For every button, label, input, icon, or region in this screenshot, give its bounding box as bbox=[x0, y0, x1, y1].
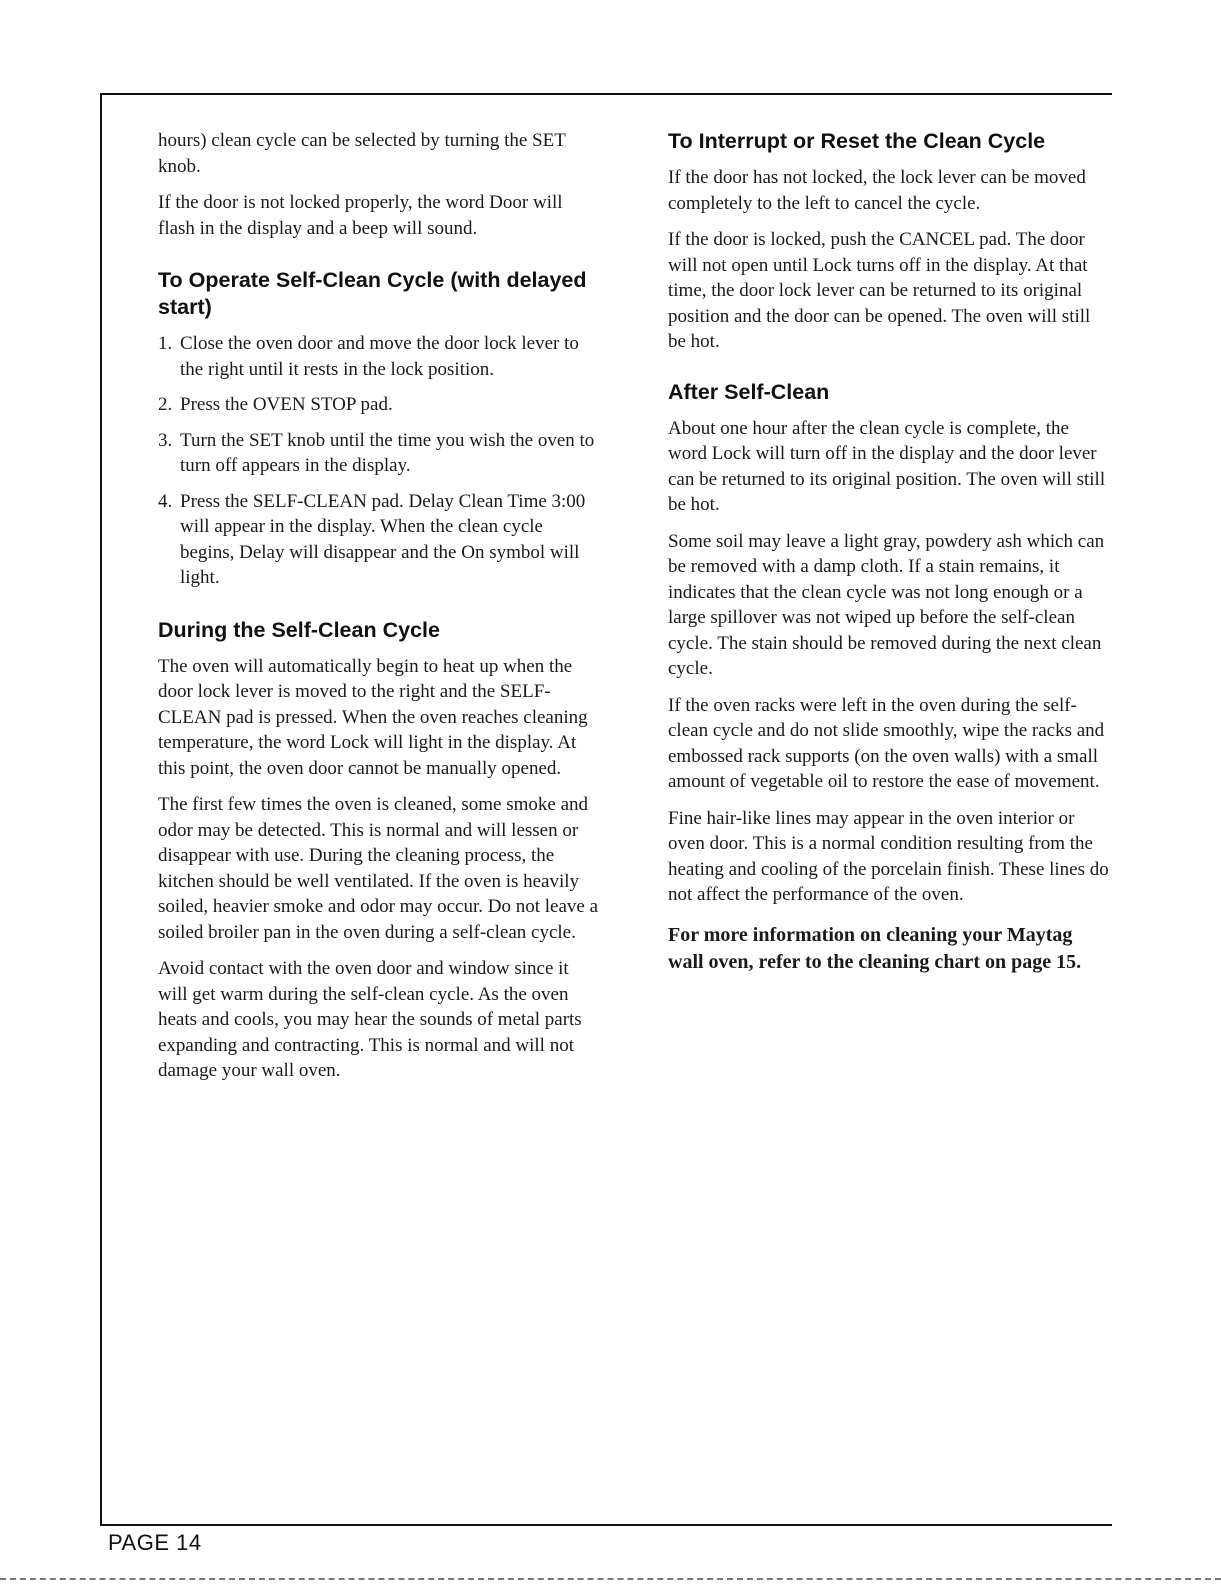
bottom-rule bbox=[100, 1524, 1112, 1526]
section-heading-delayed-start: To Operate Self-Clean Cycle (with delayed start) bbox=[158, 268, 587, 319]
intro-paragraph-2: If the door is not locked properly, the word Door will flash in the display and a beep will sound. bbox=[158, 192, 563, 239]
step-number: 2. bbox=[158, 394, 173, 415]
delayed-start-steps bbox=[158, 331, 602, 591]
step-number: 4. bbox=[158, 490, 173, 512]
step-text: Turn the SET knob until the time you wish the oven to turn off appears in the display. bbox=[180, 429, 595, 476]
interrupt-paragraph-2: If the door is locked, push the CANCEL pad. The door will not open until Lock turns off in the display. At that time, the door lock lever can be returned to its original position and the door can be opened. The oven will still be hot. bbox=[668, 229, 1091, 352]
during-paragraph-1: The oven will automatically begin to heat up when the door lock lever is moved to the right and the SELF-CLEAN pad is pressed. When the oven reaches cleaning temperature, the word Lock will light in the display. At this point, the oven door cannot be manually opened. bbox=[158, 655, 588, 779]
page-number: PAGE 14 bbox=[108, 1530, 202, 1555]
list-item bbox=[158, 392, 602, 418]
after-paragraph-3: If the oven racks were left in the oven during the self-clean cycle and do not slide smoothly, wipe the racks and embossed rack supports (on the oven walls) with a small amount of vegetable oil to restore the ease of movement. bbox=[668, 694, 1105, 792]
step-number: 3. bbox=[158, 429, 173, 451]
section-heading-after: After Self-Clean bbox=[668, 379, 830, 404]
step-text: Press the OVEN STOP pad. bbox=[180, 394, 393, 415]
list-item bbox=[158, 331, 602, 382]
step-number: 1. bbox=[158, 333, 173, 354]
section-heading-interrupt: To Interrupt or Reset the Clean Cycle bbox=[668, 129, 1046, 153]
list-item bbox=[158, 428, 602, 479]
after-paragraph-4: Fine hair-like lines may appear in the oven interior or oven door. This is a normal condition resulting from the heating and cooling of the porcelain finish. These lines do not affect the performance of the oven. bbox=[668, 807, 1109, 905]
section-heading-during: During the Self-Clean Cycle bbox=[158, 617, 440, 642]
left-rule bbox=[100, 93, 102, 1526]
scan-edge-line bbox=[0, 1578, 1221, 1581]
step-text: Press the SELF-CLEAN pad. Delay Clean Time 3:00 will appear in the display. When the clean cycle begins, Delay will disappear and the On symbol will light. bbox=[180, 490, 586, 588]
after-paragraph-1: About one hour after the clean cycle is complete, the word Lock will turn off in the display and the door lever can be returned to its original position. The oven will still be hot. bbox=[668, 417, 1106, 515]
during-paragraph-3: Avoid contact with the oven door and window since it will get warm during the self-clean cycle. As the oven heats and cools, you may hear the sounds of metal parts expanding and contracting. This is normal and will not damage your wall oven. bbox=[158, 958, 582, 1081]
interrupt-paragraph-1: If the door has not locked, the lock lever can be moved completely to the left to cancel the cycle. bbox=[668, 167, 1086, 214]
intro-paragraph-1: hours) clean cycle can be selected by turning the SET knob. bbox=[158, 130, 566, 177]
during-paragraph-2: The first few times the oven is cleaned, some smoke and odor may be detected. This is normal and will lessen or disappear with use. During the cleaning process, the kitchen should be well ventilated. If the oven is heavily soiled, heavier smoke and odor may occur. Do not leave a soiled broiler pan in the oven during a self-clean cycle. bbox=[158, 794, 599, 943]
step-text: Close the oven door and move the door lock lever to the right until it rests in the lock position. bbox=[180, 333, 579, 380]
top-rule bbox=[100, 93, 1112, 95]
after-paragraph-2: Some soil may leave a light gray, powdery ash which can be removed with a damp cloth. If a stain remains, it indicates that the clean cycle was not long enough or a large spillover was not wiped up before the self-clean cycle. The stain should be removed during the next clean cycle. bbox=[668, 530, 1105, 679]
left-column bbox=[158, 128, 602, 1095]
list-item bbox=[158, 489, 602, 591]
cleaning-chart-reference-note: For more information on cleaning your Maytag wall oven, refer to the cleaning chart on page 15. bbox=[668, 923, 1082, 973]
right-column bbox=[668, 128, 1112, 987]
